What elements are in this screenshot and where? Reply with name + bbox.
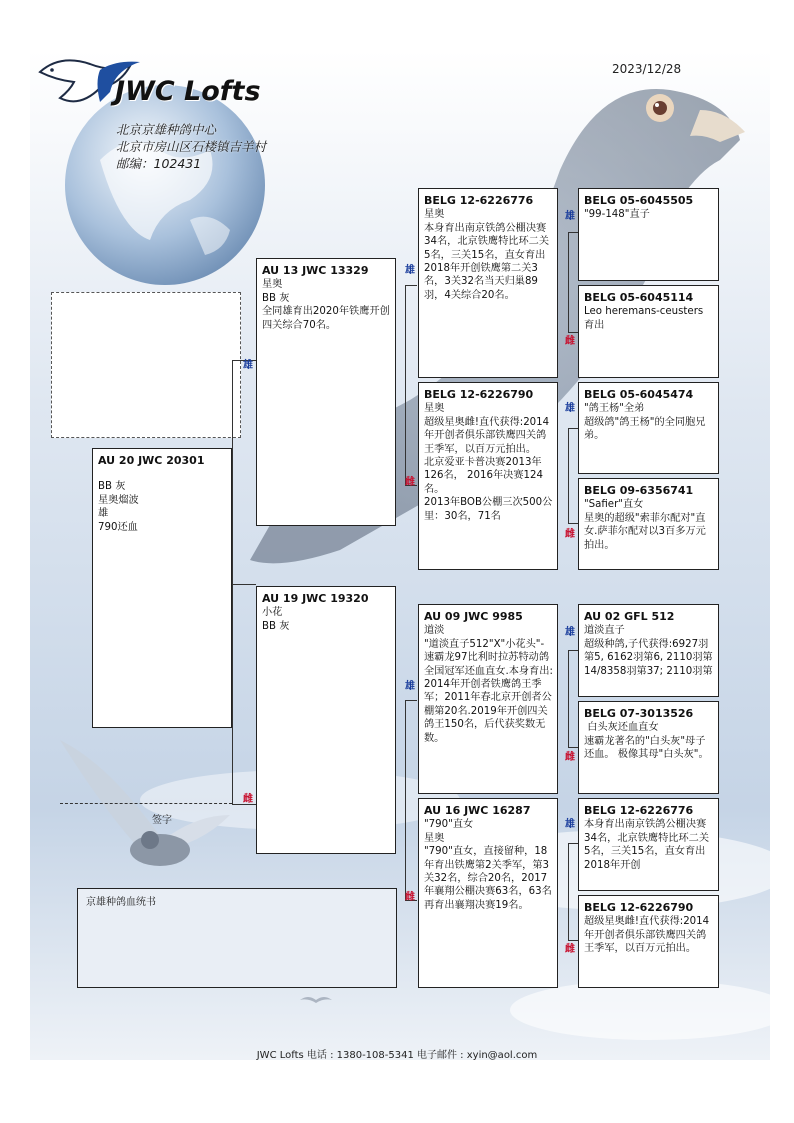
detail-line: "道淡直子512"X"小花头"-速霸龙97比利时拉苏特动鸽全国冠军还血直女.本身育出:: [424, 638, 553, 677]
connector: [232, 584, 256, 585]
connector: [568, 843, 578, 844]
detail-line: BB 灰: [262, 292, 290, 304]
detail-line: 全同雄育出2020年铁鹰开创四关综合70名。: [262, 306, 390, 331]
detail-line: 2013年BOB公棚三次500公里：30名，71名: [424, 497, 553, 522]
detail-line: 星奥: [424, 209, 445, 221]
ring-number: BELG 05-6045505: [584, 194, 694, 207]
ds-sex-mark: 雄: [405, 681, 415, 692]
address-line-2: 北京市房山区石楼镇吉羊村: [116, 139, 267, 154]
ss-sex-mark: 雄: [405, 265, 415, 276]
ring-number: BELG 07-3013526: [584, 707, 694, 720]
detail-line: 星奥: [262, 279, 283, 291]
detail-line: 星奥的超级"索菲尔配对"直女.萨菲尔配对以3百多万元拍出。: [584, 512, 706, 551]
footer-contact: JWC Lofts 电话 : 1380-108-5341 电子邮件 : xyin@aol.com: [256, 1050, 538, 1061]
detail-line: 790还血: [98, 521, 138, 533]
ring-number: AU 02 GFL 512: [584, 610, 675, 623]
detail-line: "99-148"直子: [584, 209, 650, 221]
detail-line: 本身育出南京铁鸽公棚决赛34名，北京铁鹰特比环二关5名，三关15名，直女育出2018年开创: [584, 819, 710, 871]
ssd-card[interactable]: [578, 285, 719, 378]
connector: [568, 232, 578, 233]
sds-sex-mark: 雄: [565, 403, 575, 414]
ring-number: AU 19 JWC 19320: [262, 592, 369, 605]
ds-card[interactable]: [418, 604, 558, 794]
ring-number: BELG 09-6356741: [584, 484, 694, 497]
connector: [568, 843, 569, 940]
connector: [405, 285, 417, 286]
address-line-1: 北京京雄种鸽中心: [116, 122, 217, 137]
dd-card[interactable]: [418, 798, 558, 988]
detail-line: 超级种鸽,子代获得:6927羽第5, 6162羽第6, 2110羽第14/8358羽第37; 2110羽第: [584, 638, 713, 677]
sd-sex-mark: 雌: [405, 477, 415, 488]
detail-line: BB 灰: [98, 481, 126, 493]
sss-card[interactable]: [578, 188, 719, 281]
detail-line: BB 灰: [262, 620, 290, 632]
signature-label: 签字: [152, 815, 172, 826]
ring-number: AU 09 JWC 9985: [424, 610, 523, 623]
connector: [232, 360, 233, 804]
ring-number: BELG 05-6045114: [584, 291, 694, 304]
ring-number: BELG 12-6226790: [584, 901, 694, 914]
connector: [568, 940, 578, 941]
signature-line: [60, 803, 232, 804]
sire-card[interactable]: [256, 258, 396, 526]
detail-line: 超级星奥雌!直代获得:2014年开创者俱乐部铁鹰四关鸽王季军，以百万元拍出。: [584, 916, 710, 955]
dam-sex-mark: 雌: [243, 794, 253, 805]
ring-number: BELG 05-6045474: [584, 388, 694, 401]
sire-sex-mark: 雄: [243, 360, 253, 371]
detail-line: 星奥熘波: [98, 494, 139, 506]
detail-line: 本身育出南京铁鸽公棚决赛34名，北京铁鹰特比环二关5名，三关15名，直女育出2018年开创铁鹰第二关3名，3关32名当天归巢89羽，4关综合20名。: [424, 222, 550, 301]
ring-number: AU 16 JWC 16287: [424, 804, 531, 817]
detail-line: 白头灰还血直女: [584, 722, 659, 734]
detail-line: "790"直女，直接留种，18年育出铁鹰第2关季军，第3关32名，综合20名，2017年襄翔公棚决赛63名，63名再育出襄翔决赛19名。: [424, 846, 552, 911]
connector: [568, 428, 578, 429]
ddd-sex-mark: 雌: [565, 944, 575, 955]
subject-card[interactable]: [92, 448, 232, 728]
connector: [568, 332, 578, 333]
dsd-sex-mark: 雌: [565, 752, 575, 763]
address-line-3: 邮编：102431: [116, 156, 202, 171]
detail-line: "790"直女: [424, 819, 474, 831]
dss-card[interactable]: [578, 604, 719, 697]
detail-line: 超级鸽"鸽王杨"的全同胞兄弟。: [584, 416, 706, 442]
ring-number: BELG 12-6226776: [584, 804, 694, 817]
detail-line: 速霸龙著名的"白头灰"母子还血。 极像其母"白头灰"。: [584, 735, 709, 761]
globe-icon: [65, 85, 265, 285]
detail-line: 2014年开创者铁鹰鸽王季军；2011年春北京开创者公棚第20名.2019年开创四关鸽王150名，后代获奖数无数。: [424, 679, 552, 744]
brand-title: JWC Lofts: [115, 76, 261, 107]
ring-number: BELG 12-6226790: [424, 388, 534, 401]
sds-card[interactable]: [578, 382, 719, 474]
dds-sex-mark: 雄: [565, 819, 575, 830]
connector: [405, 700, 417, 701]
sd-card[interactable]: [418, 382, 558, 570]
ring-number: AU 20 JWC 20301: [98, 454, 205, 467]
connector: [568, 523, 578, 524]
ssd-sex-mark: 雌: [565, 336, 575, 347]
detail-line: Leo heremans-ceusters 育出: [584, 306, 707, 331]
detail-line: 小花: [262, 607, 283, 619]
connector: [405, 285, 406, 485]
sdd-sex-mark: 雌: [565, 529, 575, 540]
detail-line: 道淡直子: [584, 625, 625, 637]
detail-line: 星奥: [424, 832, 445, 844]
detail-line: 星奥: [424, 403, 445, 415]
detail-line: "Safier"直女: [584, 499, 644, 511]
detail-line: "鸽王杨"全弟: [584, 403, 645, 415]
dds-card[interactable]: [578, 798, 719, 891]
detail-line: 雄: [98, 508, 109, 520]
sdd-card[interactable]: [578, 478, 719, 570]
ddd-card[interactable]: [578, 895, 719, 988]
print-date: 2023/12/28: [612, 62, 682, 76]
notes-title: 京雄种鸽血统书: [86, 897, 156, 908]
dsd-card[interactable]: [578, 701, 719, 794]
ring-number: BELG 12-6226776: [424, 194, 534, 207]
detail-line: 道淡: [424, 625, 445, 637]
connector: [568, 428, 569, 523]
detail-line: 超级星奥雌!直代获得:2014年开创者俱乐部铁鹰四关鸽王季军，以百万元拍出。: [424, 416, 550, 455]
ss-card[interactable]: [418, 188, 558, 378]
connector: [568, 232, 569, 332]
connector: [405, 700, 406, 900]
connector: [568, 747, 578, 748]
photo-placeholder[interactable]: [51, 292, 241, 438]
dd-sex-mark: 雌: [405, 892, 415, 903]
detail-line: 北京爱亚卡普决赛2013年126名， 2016年决赛124名。: [424, 457, 543, 495]
connector: [568, 650, 569, 747]
sss-sex-mark: 雄: [565, 211, 575, 222]
dam-card[interactable]: [256, 586, 396, 854]
ring-number: AU 13 JWC 13329: [262, 264, 369, 277]
dss-sex-mark: 雄: [565, 627, 575, 638]
connector: [568, 650, 578, 651]
notes-box[interactable]: [77, 888, 397, 988]
